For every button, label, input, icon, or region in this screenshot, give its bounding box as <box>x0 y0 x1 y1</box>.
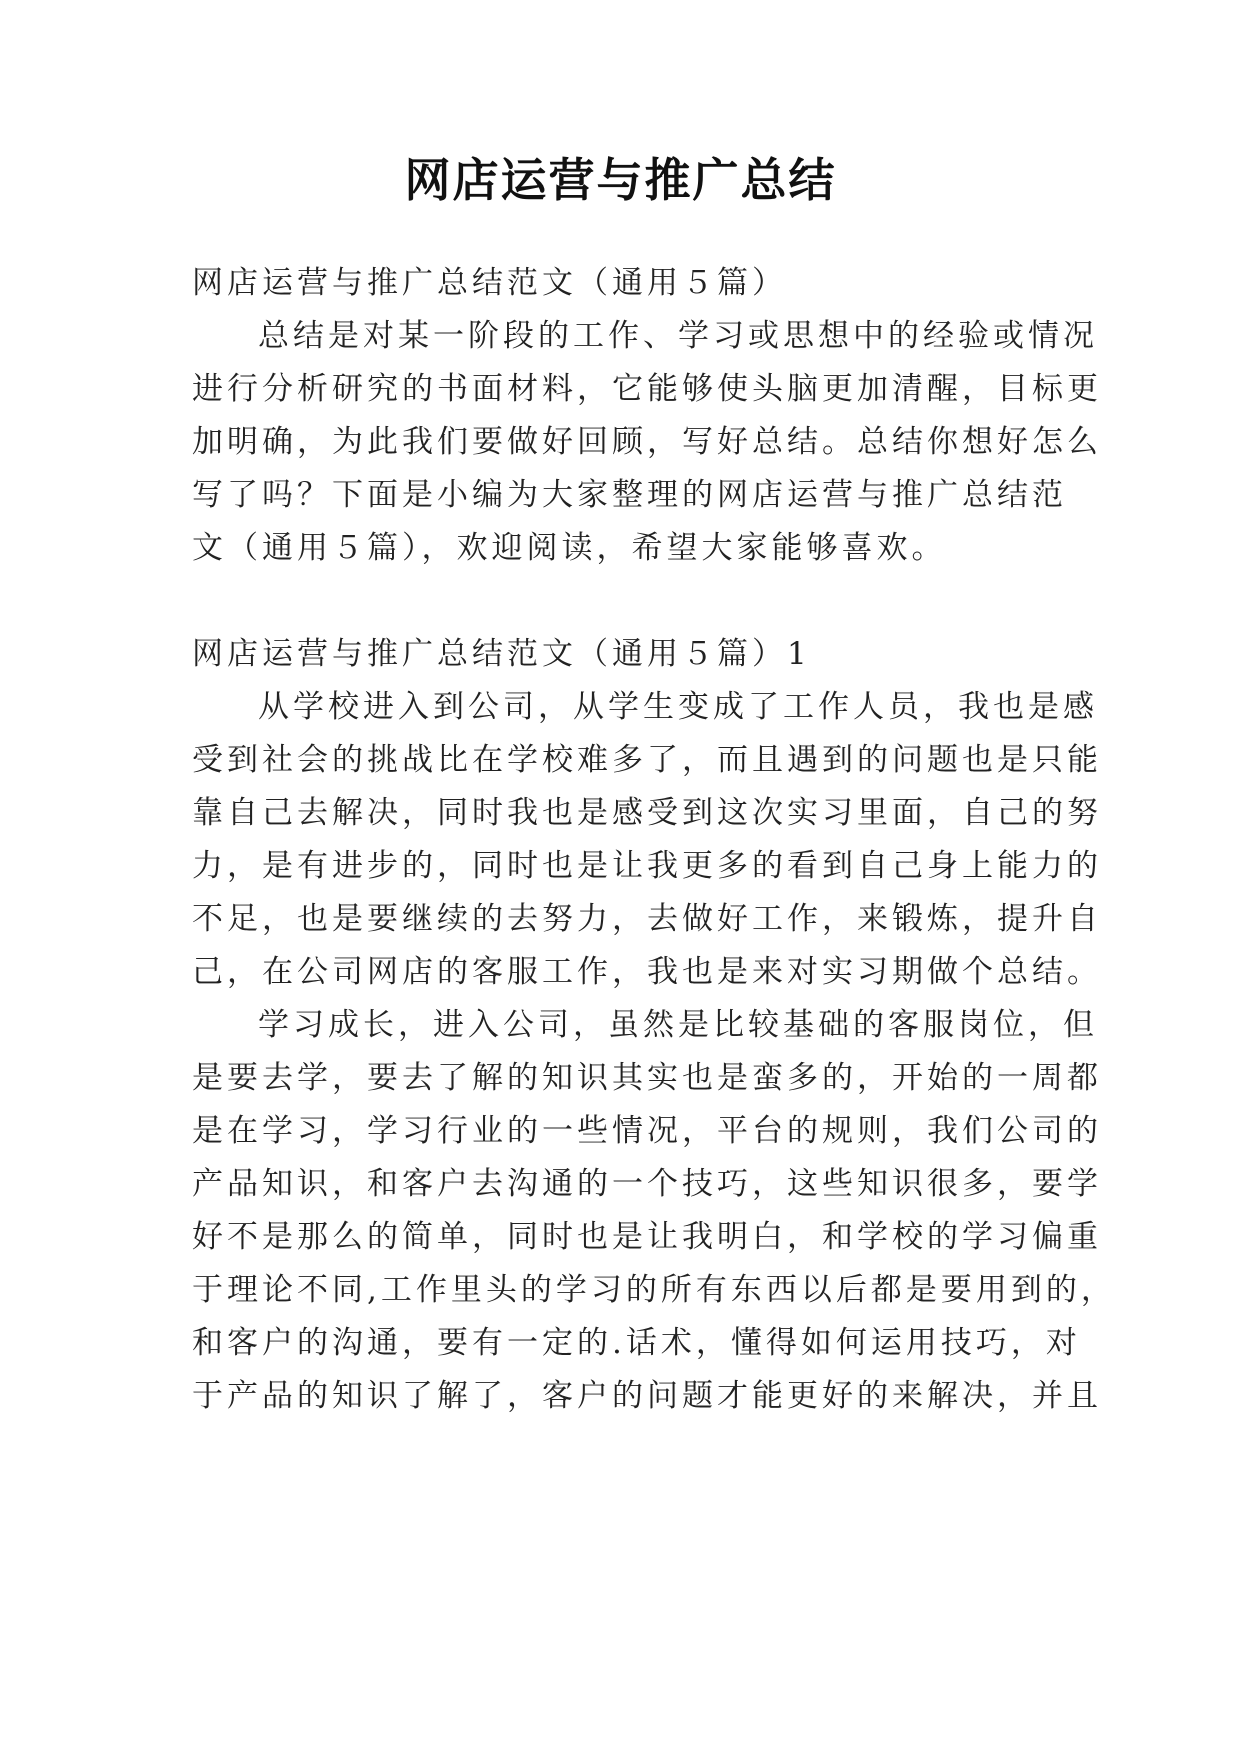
paragraph-line: 从学校进入到公司，从学生变成了工作人员，我也是感 <box>258 689 1098 725</box>
paragraph-line: 产品知识，和客户去沟通的一个技巧，这些知识很多，要学 <box>192 1166 1102 1202</box>
paragraph-line: 写了吗？下面是小编为大家整理的网店运营与推广总结范 <box>192 477 1067 513</box>
document-title: 网店运营与推广总结 <box>404 153 837 207</box>
paragraph-line: 是要去学，要去了解的知识其实也是蛮多的，开始的一周都 <box>192 1060 1102 1096</box>
paragraph-line: 受到社会的挑战比在学校难多了，而且遇到的问题也是只能 <box>192 742 1102 778</box>
section-heading-line: 网店运营与推广总结范文（通用５篇）1 <box>192 636 811 672</box>
paragraph-line: 学习成长，进入公司，虽然是比较基础的客服岗位，但 <box>258 1007 1098 1043</box>
paragraph-line: 于理论不同,工作里头的学习的所有东西以后都是要用到的， <box>192 1272 1116 1308</box>
paragraph-line: 不足，也是要继续的去努力，去做好工作，来锻炼，提升自 <box>192 901 1102 937</box>
subtitle-line: 网店运营与推广总结范文（通用５篇） <box>192 265 787 301</box>
paragraph-line: 和客户的沟通，要有一定的.话术，懂得如何运用技巧，对 <box>192 1325 1081 1361</box>
paragraph-line: 文（通用５篇），欢迎阅读，希望大家能够喜欢。 <box>192 530 947 566</box>
paragraph-line: 进行分析研究的书面材料，它能够使头脑更加清醒，目标更 <box>192 371 1102 407</box>
paragraph-line: 好不是那么的简单，同时也是让我明白，和学校的学习偏重 <box>192 1219 1102 1255</box>
paragraph-line: 是在学习，学习行业的一些情况，平台的规则，我们公司的 <box>192 1113 1102 1149</box>
paragraph-line: 靠自己去解决，同时我也是感受到这次实习里面，自己的努 <box>192 795 1102 831</box>
paragraph-line: 力，是有进步的，同时也是让我更多的看到自己身上能力的 <box>192 848 1102 884</box>
paragraph-line: 己，在公司网店的客服工作，我也是来对实习期做个总结。 <box>192 954 1102 990</box>
paragraph-line: 于产品的知识了解了，客户的问题才能更好的来解决，并且 <box>192 1378 1102 1414</box>
paragraph-line: 总结是对某一阶段的工作、学习或思想中的经验或情况 <box>258 318 1098 354</box>
paragraph-line: 加明确，为此我们要做好回顾，写好总结。总结你想好怎么 <box>192 424 1102 460</box>
